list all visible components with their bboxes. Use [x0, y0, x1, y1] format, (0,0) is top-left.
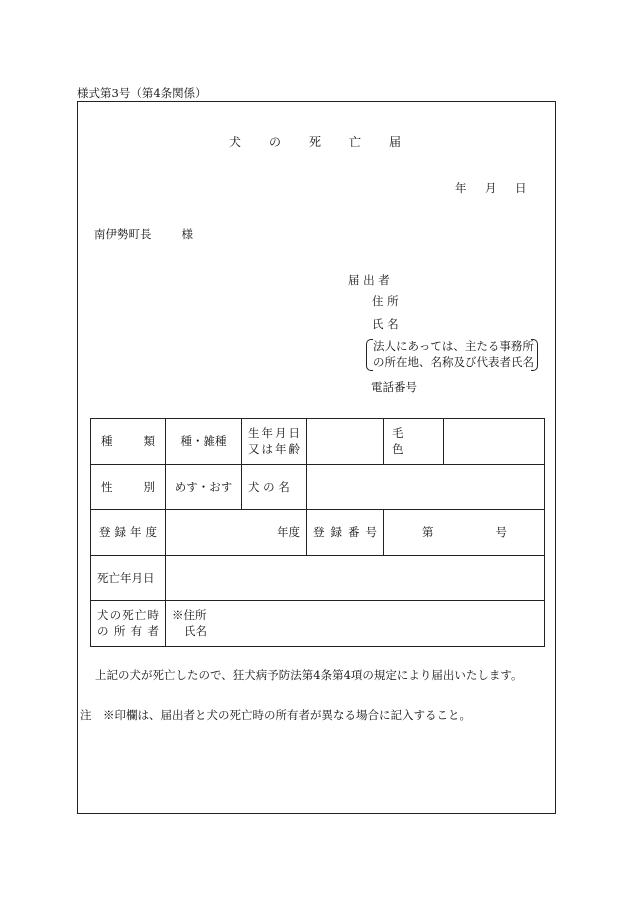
footnote: 注 ※印欄は、届出者と犬の死亡時の所有者が異なる場合に記入すること。 [80, 708, 471, 722]
owner-label [91, 601, 166, 647]
birth-label [242, 419, 307, 465]
applicant-name-label: 氏 名 [372, 317, 399, 331]
corp-note-line-1: 法人にあっては、主たる事務所 [373, 339, 534, 353]
owner-address-label: ※住所 [172, 608, 207, 623]
owner-value-cell[interactable] [166, 601, 545, 647]
owner-label-line-2: の 所 有 者 [97, 624, 159, 639]
birth-label-line-1: 生年月日 [248, 426, 300, 441]
dog-name-label: 犬 の 名 [242, 464, 307, 510]
birth-value-cell[interactable] [307, 419, 384, 465]
coat-label: 毛 色 [384, 419, 444, 465]
applicant-label: 届 出 者 [348, 273, 390, 287]
date-day: 日 [515, 181, 527, 195]
reg-no-prefix: 第 [422, 525, 434, 540]
reg-no-label: 登 録 番 号 [307, 510, 384, 556]
corp-note-line-2: の所在地、名称及び代表者氏名 [373, 355, 534, 369]
table-row [91, 510, 545, 556]
owner-label-line-1: 犬の死亡時 [97, 608, 159, 623]
sex-value: めす・おす [166, 464, 242, 510]
addressee-name: 南伊勢町長 [94, 227, 152, 241]
table-row [91, 601, 545, 647]
submission-date [455, 180, 545, 196]
reg-year-value-cell[interactable] [166, 510, 307, 556]
form-number-label: 様式第3号（第4条関係） [77, 86, 207, 100]
date-month: 月 [485, 181, 497, 195]
reg-no-suffix: 号 [495, 525, 507, 540]
reg-year-suffix: 年度 [277, 525, 300, 540]
dog-name-value-cell[interactable] [307, 464, 545, 510]
applicant-address-label: 住 所 [372, 294, 399, 308]
reg-no-value-cell[interactable] [384, 510, 545, 556]
table-row [91, 464, 545, 510]
right-bracket [531, 339, 538, 371]
title-char: 犬 [228, 135, 241, 149]
birth-label-line-2: 又は年齢 [248, 442, 300, 457]
declaration-statement: 上記の犬が死亡したので、狂犬病予防法第4条第4項の規定により届出いたします。 [95, 668, 523, 682]
coat-value-cell[interactable] [444, 419, 545, 465]
left-bracket [366, 339, 373, 371]
addressee-honorific: 様 [181, 227, 193, 241]
species-value: 種・雑種 [166, 419, 242, 465]
addressee [94, 226, 193, 242]
registration-table [90, 418, 545, 647]
owner-name-label: 氏名 [184, 624, 207, 639]
sex-label: 性 別 [91, 464, 166, 510]
death-date-label: 死亡年月日 [91, 555, 166, 601]
title-char: 死 [308, 135, 321, 149]
reg-year-label: 登 録 年 度 [91, 510, 166, 556]
date-year: 年 [455, 181, 467, 195]
document-title [0, 133, 630, 150]
title-char: の [268, 135, 281, 149]
title-char: 亡 [349, 135, 362, 149]
phone-label: 電話番号 [371, 380, 417, 394]
death-date-value-cell[interactable] [166, 555, 545, 601]
title-char: 届 [389, 135, 402, 149]
species-label: 種 類 [91, 419, 166, 465]
table-row [91, 419, 545, 465]
corporation-note [368, 338, 534, 370]
table-row [91, 555, 545, 601]
